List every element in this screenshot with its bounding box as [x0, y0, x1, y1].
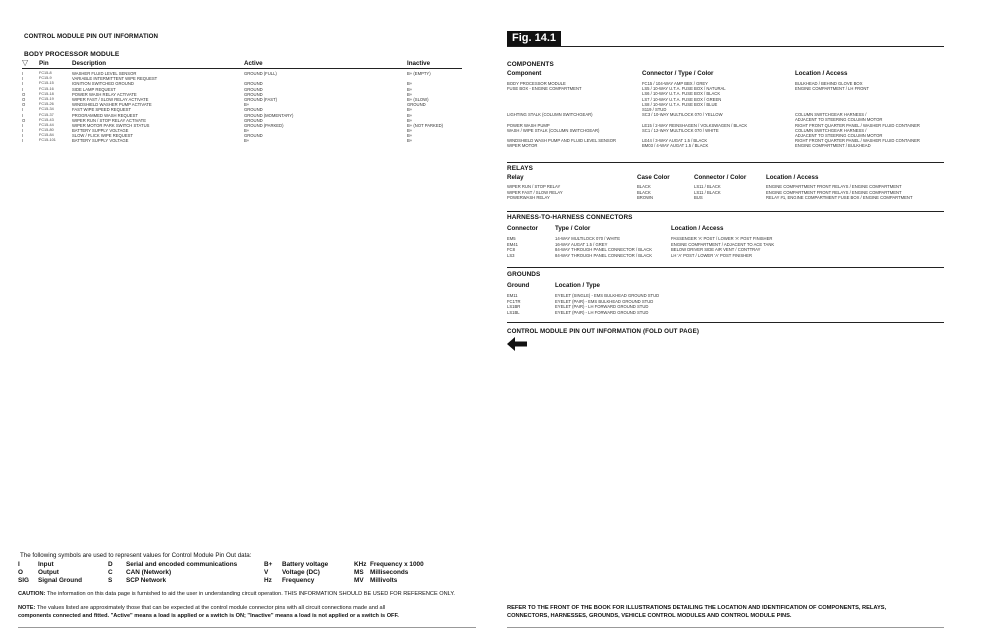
- pin-id: FC15-19: [39, 96, 54, 101]
- pin-description: BATTERY SUPPLY VOLTAGE: [72, 138, 129, 144]
- pin-description: PROGRAMMED WASH REQUEST: [72, 112, 138, 118]
- relays-table: [507, 174, 944, 199]
- relays-rows: [507, 184, 944, 201]
- component-location: BULKHEAD / BEHIND GLOVE BOX: [795, 81, 863, 86]
- component-location: RIGHT FRONT QUARTER PANEL / WASHER FLUID CONTAINER: [795, 122, 920, 128]
- component-connector: LS5 / 10-WAY U.T.A. FUSE BOX / NATURAL: [642, 86, 726, 92]
- legend-symbol: I: [18, 561, 20, 568]
- note-line-2: components connected and fitted. "Active" means a load is applied or a switch is ON; "Inactive" means a load is not applied or a switch is OFF.: [18, 613, 399, 619]
- legend-text: Millivolts: [370, 577, 398, 584]
- pin-id: FC15-84: [39, 133, 54, 138]
- component-connector: FC15 / 104-WAY AMP BBX / GREY: [642, 81, 708, 86]
- relay-connector: LS11 / BLACK: [694, 189, 721, 195]
- pin-id: FC15-26: [39, 102, 54, 107]
- legend-intro: The following symbols are used to represent values for Control Module Pin Out data:: [20, 552, 252, 559]
- col-relay-location: Location / Access: [766, 174, 819, 181]
- component-location: ADJACENT TO STEERING COLUMN MOTOR: [795, 132, 883, 138]
- grounds-table: [507, 282, 944, 315]
- pin-io: I: [22, 122, 24, 128]
- note: [18, 604, 399, 620]
- relay-case-color: BROWN: [637, 195, 654, 201]
- legend-symbol: C: [108, 569, 113, 576]
- col-pin: Pin: [39, 60, 49, 67]
- caution: [18, 591, 455, 597]
- ground-id: LS1BR: [507, 304, 521, 310]
- harness-type: 16-WAY AUGAT 1.5 / GREY: [555, 241, 608, 247]
- pin-description: WIPER MOTOR PARK SWITCH STATUS: [72, 122, 150, 128]
- pin-active: GROUND (FAST): [244, 96, 278, 102]
- legend-item: [108, 561, 237, 569]
- ground-type: EYELET (PAIR) - EMS BULKHEAD GROUND STUD: [555, 298, 654, 304]
- relay-name: POWERWASH RELAY: [507, 195, 550, 201]
- pin-id: FC15-15: [39, 81, 54, 86]
- relay-location: RELAY #1, ENGINE COMPARTMENT FUSE BOX / ENGINE COMPARTMENT: [766, 195, 913, 201]
- component-name: WIPER MOTOR: [507, 143, 538, 149]
- page-title: CONTROL MODULE PIN OUT INFORMATION: [24, 33, 159, 40]
- legend-symbol: MS: [354, 569, 364, 576]
- caution-label: CAUTION:: [18, 591, 46, 597]
- harness-connector: FC8: [507, 247, 515, 253]
- legend-text: Output: [38, 569, 59, 576]
- ground-id: FC1TR: [507, 298, 521, 304]
- pin-io: I: [22, 107, 24, 113]
- col-active: Active: [244, 60, 263, 67]
- legend-col-1: [18, 561, 82, 585]
- legend-item: [264, 569, 328, 577]
- legend-item: [108, 577, 237, 585]
- filter-triangle-icon: ▽: [22, 58, 29, 67]
- module-title: BODY PROCESSOR MODULE: [24, 51, 120, 58]
- component-location: COLUMN SWITCHGEAR HARNESS /: [795, 112, 867, 118]
- col-connector: Connector / Type / Color: [642, 70, 714, 77]
- components-rows: [507, 81, 944, 148]
- component-connector: S119 / STUD: [642, 106, 667, 112]
- legend-symbol: SIG: [18, 577, 30, 584]
- fig-rule: [507, 46, 944, 47]
- component-name: BODY PROCESSOR MODULE: [507, 81, 566, 86]
- pin-inactive: GROUND: [407, 102, 426, 108]
- pin-io: I: [22, 112, 24, 118]
- legend-symbol: B+: [264, 561, 273, 568]
- pin-inactive: B+ (SLOW): [407, 96, 429, 102]
- legend-symbol: Hz: [264, 577, 272, 584]
- component-connector: LS6 / 10-WAY U.T.A. FUSE BOX / BLACK: [642, 91, 721, 97]
- pin-active: GROUND (MOMENTARY): [244, 112, 294, 118]
- pin-io: I: [22, 71, 24, 76]
- ground-type: EYELET (SINGLE) - EMS BULKHEAD GROUND STUD: [555, 293, 660, 298]
- legend-text: Frequency x 1000: [370, 561, 424, 568]
- harness-connector: LS3: [507, 252, 515, 258]
- pin-inactive: B+: [407, 107, 413, 113]
- relay-location: ENGINE COMPARTMENT FRONT RELAYS / ENGINE COMPARTMENT: [766, 189, 902, 195]
- pin-inactive: B+: [407, 117, 413, 123]
- pin-description: WIPER RUN / STOP RELAY ACTIVATE: [72, 117, 146, 123]
- legend-symbol: D: [108, 561, 113, 568]
- left-footer-rule: [18, 627, 476, 628]
- pin-inactive: B+: [407, 86, 413, 92]
- pin-inactive: B+: [407, 133, 413, 139]
- harness-type: 14-WAY MULTILOCK 070 / WHITE: [555, 236, 620, 241]
- pin-inactive: B+: [407, 138, 413, 144]
- foldout-link[interactable]: CONTROL MODULE PIN OUT INFORMATION (FOLD OUT PAGE): [507, 328, 699, 335]
- component-name: WASH / WIPE STALK (COLUMN SWITCHGEAR): [507, 127, 600, 133]
- harness-location: PASSENGER 'A' POST / LOWER 'A' POST FINISHER: [671, 236, 773, 241]
- col-ground: Ground: [507, 282, 530, 289]
- legend-text: Input: [38, 561, 54, 568]
- components-title: COMPONENTS: [507, 61, 554, 68]
- legend-symbol: V: [264, 569, 269, 576]
- legend-text: Serial and encoded communications: [126, 561, 238, 568]
- components-header: [507, 70, 944, 78]
- pin-active: GROUND: [244, 107, 263, 113]
- pin-active: B+: [244, 128, 250, 134]
- relay-name: WIPER RUN / STOP RELAY: [507, 184, 561, 189]
- pin-table: [22, 58, 462, 144]
- legend-item: [354, 561, 424, 569]
- component-name: WINDSHIELD WASH PUMP AND FLUID LEVEL SENSOR: [507, 138, 616, 144]
- pin-description: POWER WASH RELAY ACTIVATE: [72, 91, 137, 97]
- component-location: RIGHT FRONT QUARTER PANEL / WASHER FLUID CONTAINER: [795, 138, 920, 144]
- pin-id: FC15-8: [39, 71, 52, 75]
- legend-symbols: [18, 561, 478, 587]
- pin-active: GROUND: [244, 133, 263, 139]
- pin-id: FC15-37: [39, 112, 54, 117]
- pin-io: O: [22, 91, 26, 97]
- legend-text: Signal Ground: [38, 577, 83, 584]
- pin-description: WIPER FAST / SLOW RELAY ACTIVATE: [72, 96, 149, 102]
- refer-note: [507, 604, 886, 620]
- relays-title: RELAYS: [507, 165, 533, 172]
- component-name: POWER WASH PUMP: [507, 122, 550, 128]
- harness-connector: EM5: [507, 236, 516, 241]
- legend-col-2: [108, 561, 237, 585]
- pin-inactive: B+: [407, 112, 413, 118]
- component-connector: SC3 / 10-WAY MULTILOCK 070 / YELLOW: [642, 112, 723, 118]
- component-connector: LS7 / 10-WAY U.T.A. FUSE BOX / GREEN: [642, 96, 722, 102]
- pin-active: GROUND: [244, 86, 263, 92]
- pin-active: GROUND: [244, 91, 263, 97]
- pin-id: FC15-101: [39, 138, 56, 143]
- component-connector: LE15 / 2-WAY REINSHAGEN / VOLKSWAGEN / BLACK: [642, 122, 748, 128]
- component-connector: SC1 / 12-WAY MULTILOCK 070 / WHITE: [642, 127, 719, 133]
- col-location: Location / Access: [795, 70, 848, 77]
- pin-id: FC15-9: [39, 76, 52, 81]
- component-location: ENGINE COMPARTMENT / LH FRONT: [795, 86, 869, 92]
- table-row: [507, 310, 944, 316]
- legend-symbol: KHz: [354, 561, 367, 568]
- table-row: [507, 143, 944, 148]
- refer-line-2: CONNECTORS, HARNESSES, GROUNDS, VEHICLE CONTROL MODULES AND CONTROL MODULE PINS.: [507, 613, 792, 619]
- ground-type: EYELET (PAIR) - LH FORWARD GROUND STUD: [555, 309, 649, 315]
- relay-name: WIPER FAST / SLOW RELAY: [507, 189, 563, 195]
- pin-active: GROUND (PARKED): [244, 122, 284, 128]
- pin-active: GROUND (FULL): [244, 71, 277, 76]
- legend-item: [264, 577, 328, 585]
- harness-type: 84-WAY THROUGH PANEL CONNECTOR / BLACK: [555, 252, 653, 258]
- note-label: NOTE:: [18, 605, 36, 611]
- legend-symbol: S: [108, 577, 113, 584]
- pin-active: B+: [244, 102, 250, 108]
- legend-col-3: [264, 561, 328, 585]
- table-row: [507, 195, 944, 201]
- pin-id: FC15-16: [39, 86, 54, 91]
- relay-connector: LS11 / BLACK: [694, 184, 721, 189]
- component-location: COLUMN SWITCHGEAR HARNESS /: [795, 127, 867, 133]
- legend-item: [264, 561, 328, 569]
- grounds-header: [507, 282, 944, 290]
- pin-io: O: [22, 96, 26, 102]
- component-connector: BM03 / 4-WAY AUGAT 1.5 / BLACK: [642, 143, 709, 149]
- harness-connector: EM41: [507, 241, 518, 247]
- col-case-color: Case Color: [637, 174, 670, 181]
- harness-location: BELOW DRIVER SIDE AIR VENT / CONTTRAY: [671, 247, 761, 253]
- pin-active: GROUND: [244, 117, 263, 123]
- col-relay-connector: Connector / Color: [694, 174, 747, 181]
- ground-id: EM11: [507, 293, 518, 298]
- relay-case-color: BLACK: [637, 184, 651, 189]
- legend-symbol: MV: [354, 577, 364, 584]
- table-row: [22, 138, 462, 143]
- pin-io: I: [22, 128, 24, 134]
- relays-header: [507, 174, 944, 182]
- pin-id: FC15-44: [39, 122, 54, 127]
- harness-location: LH 'A' POST / LOWER 'A' POST FINISHER: [671, 252, 752, 258]
- component-location: ENGINE COMPARTMENT / BULKHEAD: [795, 143, 871, 149]
- legend-item: [18, 577, 82, 585]
- relay-connector: BUS: [694, 195, 703, 201]
- legend-text: Frequency: [282, 577, 315, 584]
- col-ground-type: Location / Type: [555, 282, 600, 289]
- figure-badge: Fig. 14.1: [507, 31, 561, 46]
- col-harness-connector: Connector: [507, 225, 538, 232]
- pin-rows: [22, 71, 462, 144]
- legend-symbol: O: [18, 569, 23, 576]
- legend-text: Battery voltage: [282, 561, 329, 568]
- grounds-rows: [507, 293, 944, 315]
- relay-location: ENGINE COMPARTMENT FRONT RELAYS / ENGINE COMPARTMENT: [766, 184, 902, 189]
- pin-description: SLOW / FLICK WIPE REQUEST: [72, 133, 133, 139]
- pin-io: I: [22, 76, 24, 82]
- ground-id: LS1BL: [507, 309, 520, 315]
- caution-text: The information on this data page is furnished to aid the user in understanding circuit operation. THIS INFORMATION SHOULD BE USED FOR REFERENCE ONLY.: [46, 591, 455, 597]
- pin-table-header: [22, 60, 462, 68]
- pin-description: SIDE LAMP REQUEST: [72, 86, 116, 92]
- col-relay: Relay: [507, 174, 524, 181]
- pin-description: WASHER FLUID LEVEL SENSOR: [72, 71, 137, 76]
- pin-inactive: B+: [407, 81, 413, 87]
- col-harness-location: Location / Access: [671, 225, 724, 232]
- col-harness-type: Type / Color: [555, 225, 591, 232]
- table-row: [507, 253, 944, 259]
- pin-id: FC15-18: [39, 91, 54, 96]
- col-inactive: Inactive: [407, 60, 431, 67]
- pin-io: I: [22, 133, 24, 139]
- legend-text: CAN (Network): [126, 569, 172, 576]
- component-name: LIGHTING STALK (COLUMN SWITCHGEAR): [507, 112, 593, 118]
- left-arrow-icon[interactable]: [507, 337, 527, 351]
- legend-item: [18, 569, 82, 577]
- pin-id: FC15-34: [39, 107, 54, 112]
- right-footer-rule: [507, 627, 944, 628]
- components-table: [507, 70, 944, 149]
- pin-id: FC15-80: [39, 128, 54, 133]
- note-line-1: The values listed are approximately those that can be expected at the control module connector pins with all circuit connections made and all: [36, 605, 386, 611]
- legend-item: [108, 569, 237, 577]
- pin-active: GROUND: [244, 81, 263, 87]
- pin-inactive: B+ (NOT PARKED): [407, 122, 444, 128]
- pin-description: FAST WIPE SPEED REQUEST: [72, 107, 132, 113]
- pin-inactive: B+: [407, 128, 413, 134]
- pin-description: IGNITION SWITCHED GROUND: [72, 81, 134, 87]
- pin-io: I: [22, 81, 24, 87]
- legend-item: [18, 561, 82, 569]
- pin-inactive: B+: [407, 91, 413, 97]
- col-component: Component: [507, 70, 542, 77]
- legend-item: [354, 577, 424, 585]
- relay-case-color: BLACK: [637, 189, 651, 195]
- pin-description: WINDSHIELD WASHER PUMP ACTIVATE: [72, 102, 152, 108]
- harness-location: ENGINE COMPARTMENT / ADJACENT TO ACE TANK: [671, 241, 775, 247]
- legend-text: SCP Network: [126, 577, 167, 584]
- pin-io: I: [22, 138, 24, 144]
- pin-active: B+: [244, 138, 250, 144]
- refer-line-1: REFER TO THE FRONT OF THE BOOK FOR ILLUSTRATIONS DETAILING THE LOCATION AND IDENTIFICATION OF COMPONENTS, RELAYS,: [507, 605, 887, 611]
- component-location: ADJACENT TO STEERING COLUMN MOTOR: [795, 117, 883, 123]
- pin-io: O: [22, 102, 26, 108]
- pin-description: BATTERY SUPPLY VOLTAGE: [72, 128, 129, 134]
- harness-type: 84-WAY THROUGH PANEL CONNECTOR / BLACK: [555, 247, 653, 253]
- pin-io: O: [22, 117, 26, 123]
- pin-io: I: [22, 86, 24, 92]
- harness-title: HARNESS-TO-HARNESS CONNECTORS: [507, 214, 633, 221]
- component-connector: LE44 / 3-WAY AUGAT 1.5 / BLACK: [642, 138, 708, 144]
- legend-item: [354, 569, 424, 577]
- component-connector: LS8 / 10-WAY U.T.A. FUSE BOX / BLUE: [642, 101, 718, 107]
- pin-inactive: B+ (EMPTY): [407, 71, 431, 76]
- legend-text: Voltage (DC): [282, 569, 320, 576]
- pin-id: FC15-43: [39, 117, 54, 122]
- col-description: Description: [72, 60, 107, 67]
- ground-type: EYELET (PAIR) - LH FORWARD GROUND STUD: [555, 304, 649, 310]
- grounds-title: GROUNDS: [507, 271, 541, 278]
- harness-rows: [507, 236, 944, 258]
- legend-text: Milliseconds: [370, 569, 409, 576]
- harness-table: [507, 225, 944, 258]
- pin-description: VARIABLE INTERMITTENT WIPE REQUEST: [72, 76, 158, 82]
- component-name: FUSE BOX - ENGINE COMPARTMENT: [507, 86, 582, 92]
- legend-col-4: [354, 561, 424, 585]
- harness-header: [507, 225, 944, 233]
